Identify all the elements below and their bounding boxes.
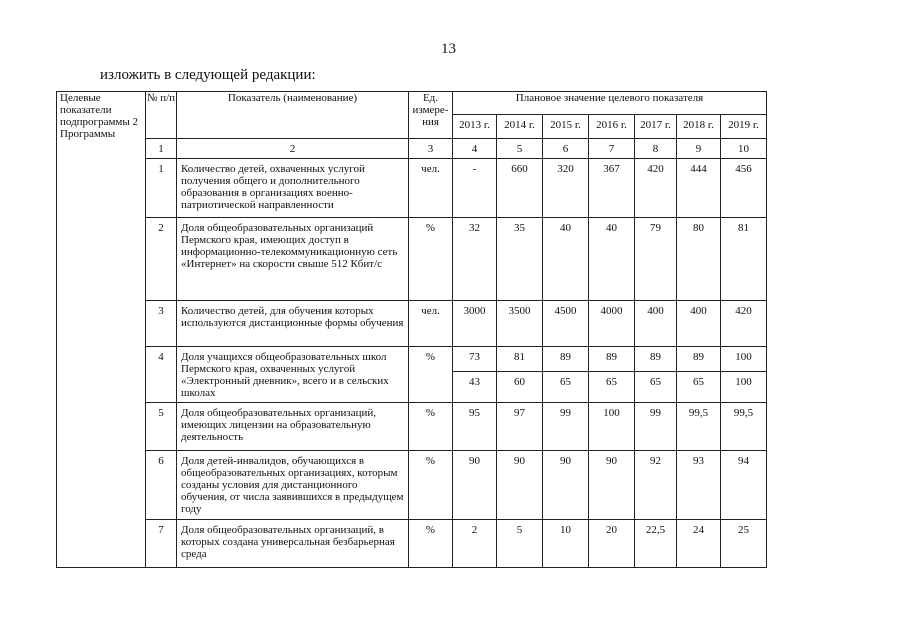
unit: %	[409, 520, 453, 568]
value-cell: 40	[543, 218, 589, 301]
column-number: 4	[453, 139, 497, 159]
unit: чел.	[409, 159, 453, 218]
value-cell: 32	[453, 218, 497, 301]
value-cell: 4500	[543, 301, 589, 347]
row-number: 7	[146, 520, 177, 568]
value-cell: 89	[543, 347, 589, 372]
value-cell: 90	[543, 451, 589, 520]
value-cell: 456	[721, 159, 767, 218]
unit: %	[409, 451, 453, 520]
column-number: 8	[635, 139, 677, 159]
header-num: № п/п	[146, 92, 177, 139]
value-cell: 92	[635, 451, 677, 520]
row-number: 2	[146, 218, 177, 301]
value-cell: 73	[453, 347, 497, 372]
value-cell: 60	[497, 372, 543, 403]
header-year: 2017 г.	[635, 115, 677, 139]
indicator-name: Количество детей, для обучения которых используются дистанционные формы обучения	[177, 301, 409, 347]
row-number: 1	[146, 159, 177, 218]
value-cell: 90	[453, 451, 497, 520]
header-year: 2016 г.	[589, 115, 635, 139]
value-cell: 420	[635, 159, 677, 218]
header-planned: Плановое значение целевого показателя	[453, 92, 767, 115]
unit: %	[409, 403, 453, 451]
indicator-name: Доля детей-инвалидов, обучающихся в общеобразовательных организациях, которым созданы условия для дистанционного обучения, от числа заявившихся в предыдущем году	[177, 451, 409, 520]
value-cell: 97	[497, 403, 543, 451]
header-year: 2018 г.	[677, 115, 721, 139]
value-cell: 20	[589, 520, 635, 568]
header-year: 2014 г.	[497, 115, 543, 139]
value-cell: 65	[677, 372, 721, 403]
table-row	[57, 520, 767, 568]
value-cell: 81	[721, 218, 767, 301]
indicator-name: Количество детей, охваченных услугой получения общего и дополнительного образования в организациях военно-патриотической направленности	[177, 159, 409, 218]
value-cell: 79	[635, 218, 677, 301]
section-label: Целевые показатели подпрограммы 2 Программы	[60, 92, 139, 140]
column-number: 1	[146, 139, 177, 159]
value-cell: 320	[543, 159, 589, 218]
value-cell: 89	[635, 347, 677, 372]
value-cell: 89	[677, 347, 721, 372]
value-cell: 25	[721, 520, 767, 568]
value-cell: 22,5	[635, 520, 677, 568]
header-year: 2019 г.	[721, 115, 767, 139]
value-cell: 65	[635, 372, 677, 403]
header-year: 2015 г.	[543, 115, 589, 139]
indicator-name: Доля общеобразовательных организаций, имеющих лицензии на образовательную деятельность	[177, 403, 409, 451]
column-number: 6	[543, 139, 589, 159]
column-number: 5	[497, 139, 543, 159]
value-cell: 80	[677, 218, 721, 301]
value-cell: 100	[721, 372, 767, 403]
row-number: 5	[146, 403, 177, 451]
row-number: 6	[146, 451, 177, 520]
column-number: 3	[409, 139, 453, 159]
value-cell: 99	[635, 403, 677, 451]
value-cell: 89	[589, 347, 635, 372]
value-cell: 81	[497, 347, 543, 372]
table-row	[57, 159, 767, 218]
value-cell: 93	[677, 451, 721, 520]
value-cell: 5	[497, 520, 543, 568]
value-cell: 660	[497, 159, 543, 218]
value-cell: 400	[635, 301, 677, 347]
indicator-name: Доля общеобразовательных организаций, в которых создана универсальная безбарьерная среда	[177, 520, 409, 568]
value-cell: 420	[721, 301, 767, 347]
value-cell: 40	[589, 218, 635, 301]
header-unit: Ед. измере-ния	[409, 92, 453, 139]
value-cell: 100	[721, 347, 767, 372]
value-cell: 43	[453, 372, 497, 403]
indicator-name: Доля общеобразовательных организаций Пермского края, имеющих доступ в информационно-телекоммуникационную сеть «Интернет» на скорости свыше 512 Кбит/с	[177, 218, 409, 301]
value-cell: 65	[543, 372, 589, 403]
table-row	[57, 403, 767, 451]
row-number: 3	[146, 301, 177, 347]
value-cell: 367	[589, 159, 635, 218]
table-row	[57, 347, 767, 372]
value-cell: -	[453, 159, 497, 218]
unit: чел.	[409, 301, 453, 347]
value-cell: 24	[677, 520, 721, 568]
column-number: 9	[677, 139, 721, 159]
intro-text: изложить в следующей редакции:	[100, 67, 316, 83]
unit: %	[409, 218, 453, 301]
column-number: 7	[589, 139, 635, 159]
column-number: 10	[721, 139, 767, 159]
value-cell: 4000	[589, 301, 635, 347]
value-cell: 3000	[453, 301, 497, 347]
value-cell: 99	[543, 403, 589, 451]
page-number: 13	[441, 41, 456, 57]
value-cell: 95	[453, 403, 497, 451]
value-cell: 90	[497, 451, 543, 520]
indicator-name: Доля учащихся общеобразовательных школ Пермского края, охваченных услугой «Электронный дневник», всего и в сельских школах	[177, 347, 409, 403]
section-label-cell	[57, 92, 146, 568]
value-cell: 444	[677, 159, 721, 218]
value-cell: 3500	[497, 301, 543, 347]
value-cell: 35	[497, 218, 543, 301]
value-cell: 2	[453, 520, 497, 568]
value-cell: 65	[589, 372, 635, 403]
value-cell: 90	[589, 451, 635, 520]
table-row	[57, 301, 767, 347]
value-cell: 100	[589, 403, 635, 451]
unit: %	[409, 347, 453, 403]
value-cell: 400	[677, 301, 721, 347]
column-number: 2	[177, 139, 409, 159]
table-row	[57, 451, 767, 520]
value-cell: 99,5	[677, 403, 721, 451]
value-cell: 94	[721, 451, 767, 520]
header-year: 2013 г.	[453, 115, 497, 139]
value-cell: 99,5	[721, 403, 767, 451]
value-cell: 10	[543, 520, 589, 568]
indicators-table	[56, 91, 767, 568]
header-indicator: Показатель (наименование)	[177, 92, 409, 139]
table-row	[57, 218, 767, 301]
row-number: 4	[146, 347, 177, 403]
